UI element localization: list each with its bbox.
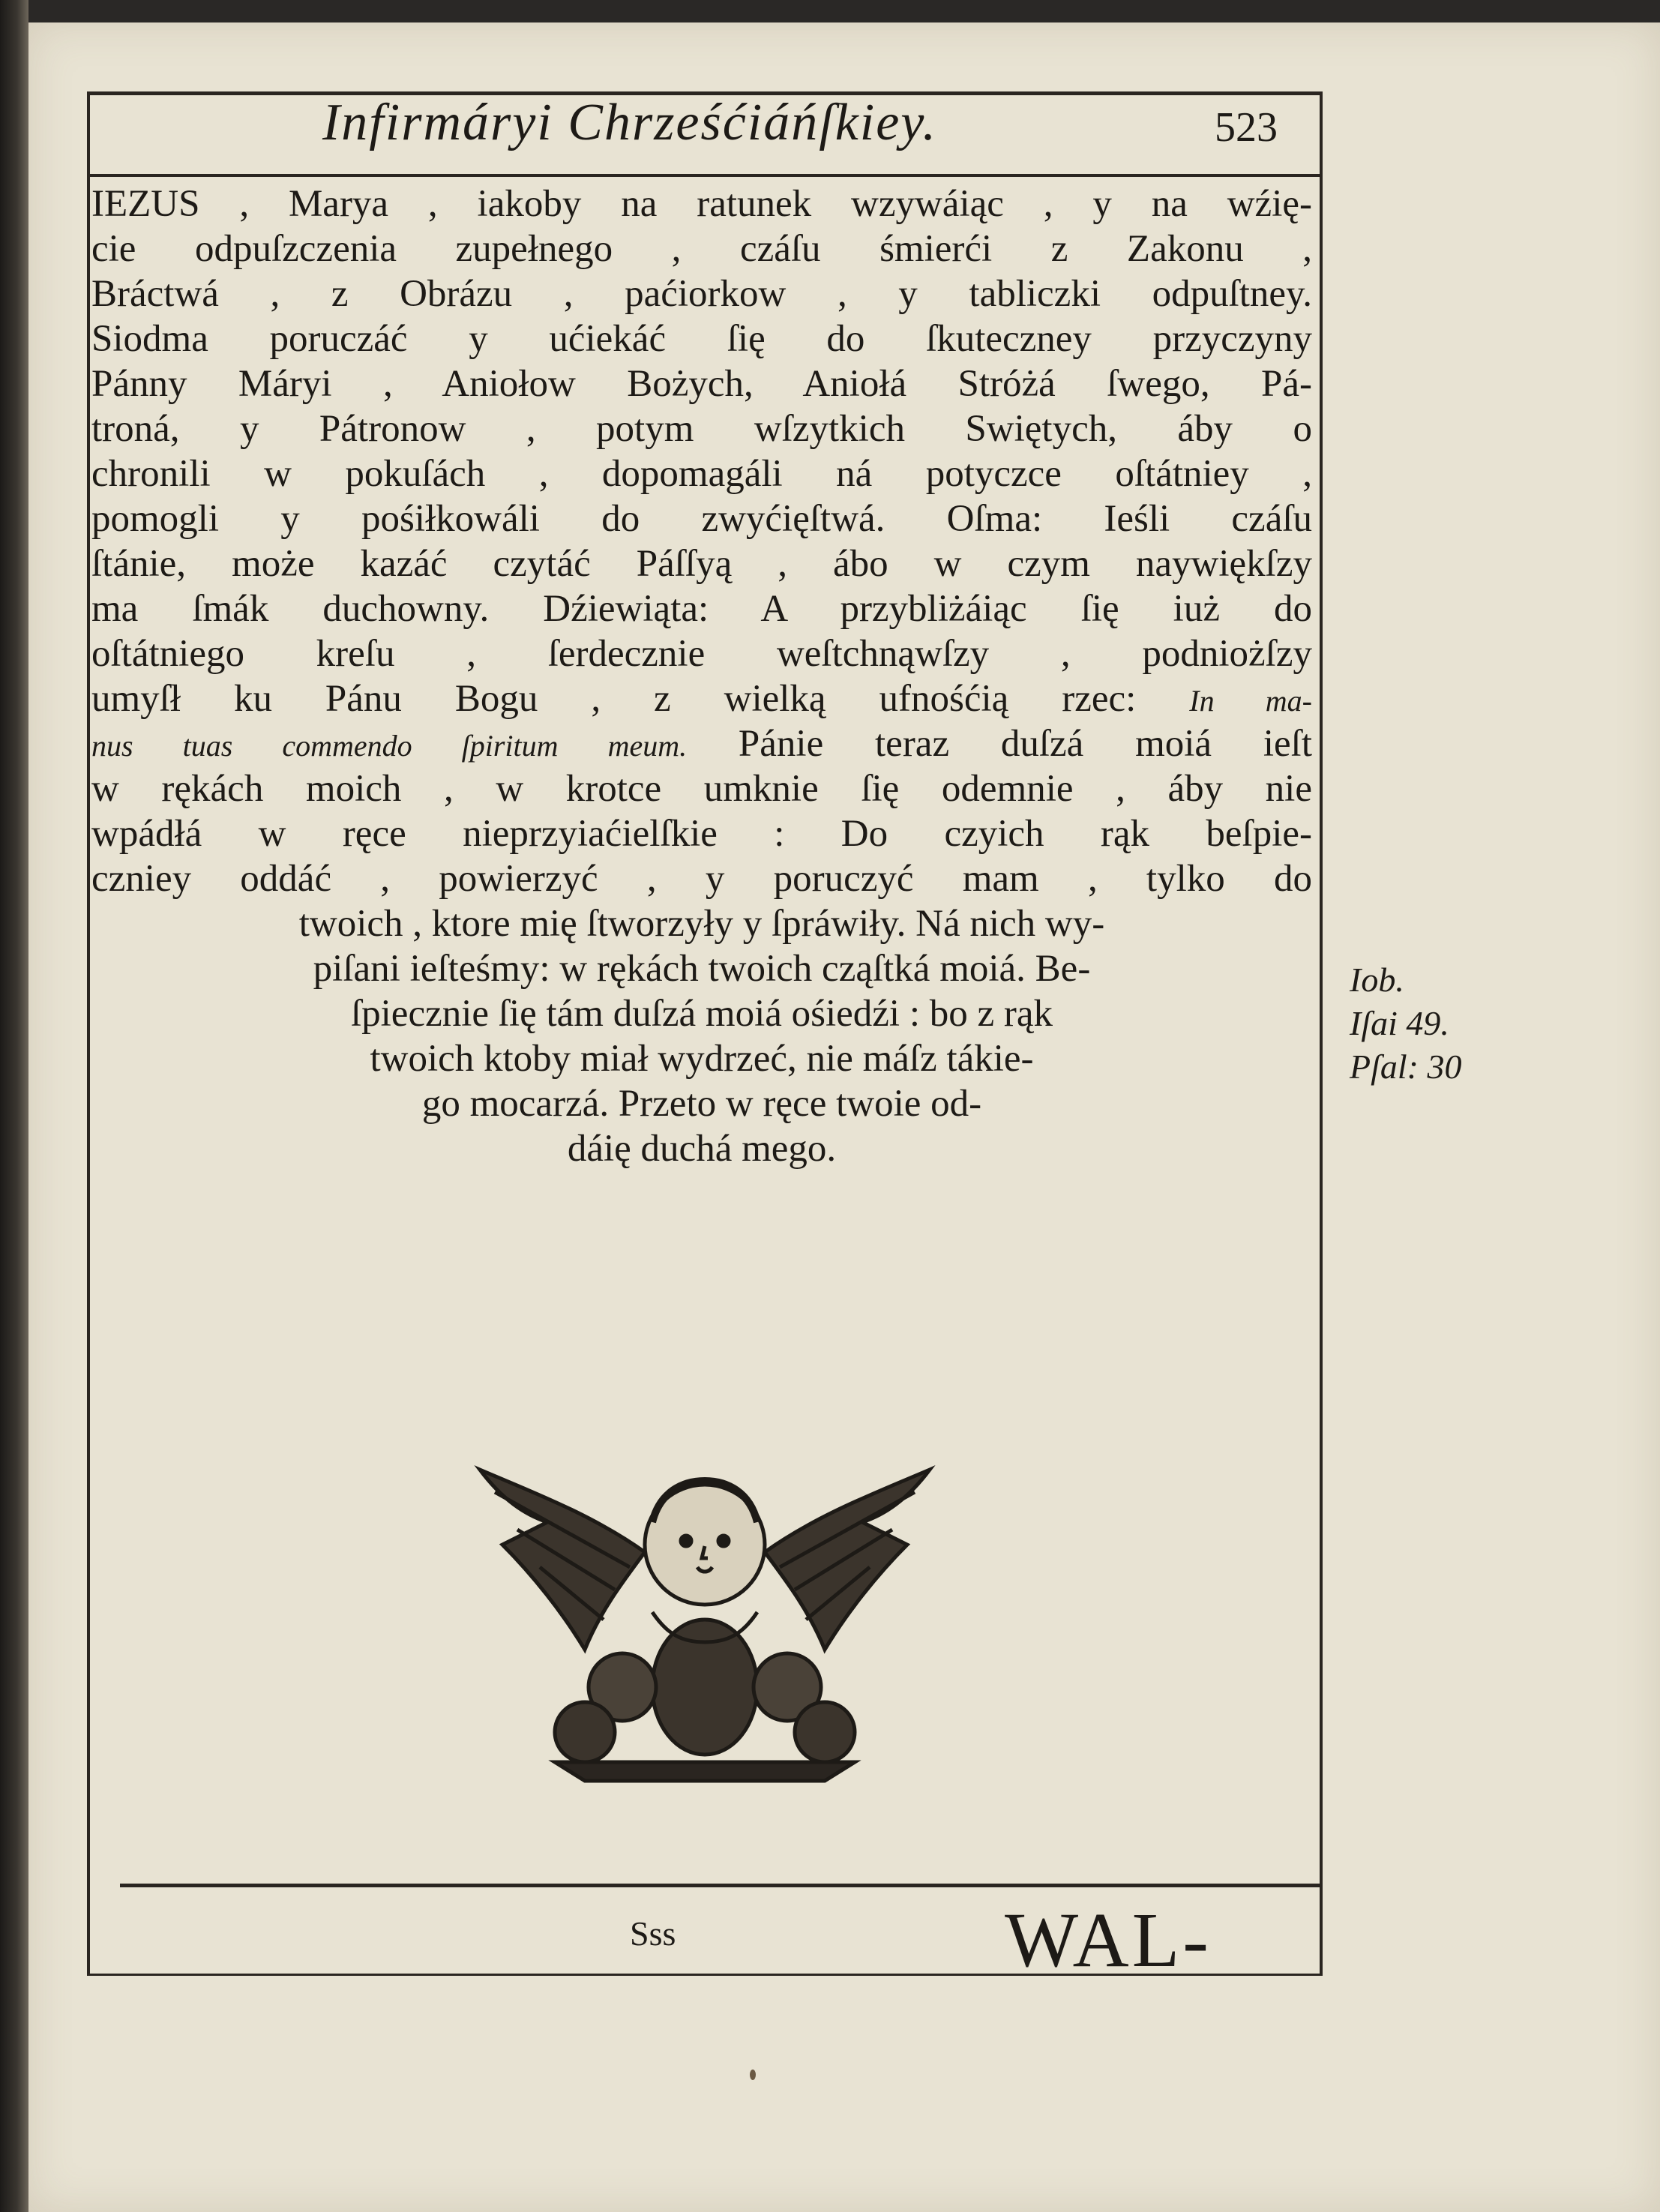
running-head: Infirmáryi Chrześćiáńſkiey. [322, 94, 938, 151]
text-line: wpádłá w ręce nieprzyiaćielſkie : Do czyich rąk beſpie- [91, 813, 1312, 855]
catchword: WAL- [1005, 1897, 1212, 1983]
text-line: Bráctwá , z Obrázu , paćiorkow , y tabliczki odpuſtney. [91, 273, 1312, 315]
text-line-mixed [91, 676, 1312, 721]
text-segment: Pánie teraz duſzá moiá ieſt [738, 723, 1313, 765]
text-line-mixed [91, 721, 1312, 766]
text-line: cie odpuſzczenia zupełnego , czáſu śmierći z Zakonu , [91, 228, 1312, 270]
text-line: Siodma poruczáć y ućiekáć ſię do ſkuteczney przyczyny [91, 318, 1312, 360]
text-line: ſpiecznie ſię tám duſzá moiá ośiedźi : bo z rąk [350, 993, 1053, 1035]
text-line: ma ſmák duchowny. Dźiewiąta: A przybliżáiąc ſię iuż do [91, 588, 1312, 630]
text-segment: umyſł ku Pánu Bogu , z wielką ufnośćią rzec: [91, 678, 1137, 720]
latin-segment: In ma- [1189, 684, 1312, 718]
text-line: chronili w pokuſách , dopomagáli ná potyczce oſtátniey , [91, 453, 1312, 495]
text-line: czniey oddáć , powierzyć , y poruczyć mam , tylko do [91, 858, 1312, 900]
page-number: 523 [1215, 104, 1278, 151]
text-line: troná, y Pátronow , potym wſzytkich Swiętych, áby o [91, 408, 1312, 450]
text-line: piſani ieſteśmy: w rękách twoich cząſtká moiá. Be- [313, 948, 1091, 990]
head-rule [87, 174, 1323, 177]
margin-note: Iſai 49. [1350, 1004, 1449, 1042]
margin-notes [1350, 958, 1515, 1089]
cherub-ornament-icon [472, 1462, 937, 1785]
text-line: IEZUS , Marya , iakoby na ratunek wzywáiąc , y na wźię- [91, 183, 1312, 225]
text-line: go mocarzá. Przeto w ręce twoie od- [421, 1083, 982, 1125]
text-line: dáię duchá mego. [567, 1128, 837, 1170]
book-gutter [0, 0, 28, 2212]
paper-speck [750, 2070, 756, 2080]
text-line: twoich ktoby miał wydrzeć, nie máſz tákie- [370, 1038, 1034, 1080]
foot-rule [120, 1884, 1320, 1887]
text-line: pomogli y pośiłkowáli do zwyćięſtwá. Oſma: Ieśli czáſu [91, 498, 1312, 540]
text-line: w rękách moich , w krotce umknie ſię odemnie , áby nie [91, 768, 1312, 810]
margin-note: Iob. [1350, 961, 1404, 999]
text-line: twoich , ktore mię ſtworzyły y ſpráwiły. Ná nich wy- [298, 903, 1105, 945]
text-line: oſtátniego kreſu , ſerdecznie weſtchnąwſzy , podniożſzy [91, 633, 1312, 675]
margin-note: Pſal: 30 [1350, 1048, 1462, 1086]
signature-mark: Sss [630, 1914, 676, 1953]
text-line: Pánny Máryi , Aniołow Bożych, Aniołá Stróżá ſwego, Pá- [91, 363, 1312, 405]
latin-segment: nus tuas commendo ſpiritum meum. [91, 729, 688, 763]
body-text [91, 181, 1312, 1171]
text-line: ſtánie, może kazáć czytáć Páſſyą , ábo w czym naywiękſzy [91, 543, 1312, 585]
